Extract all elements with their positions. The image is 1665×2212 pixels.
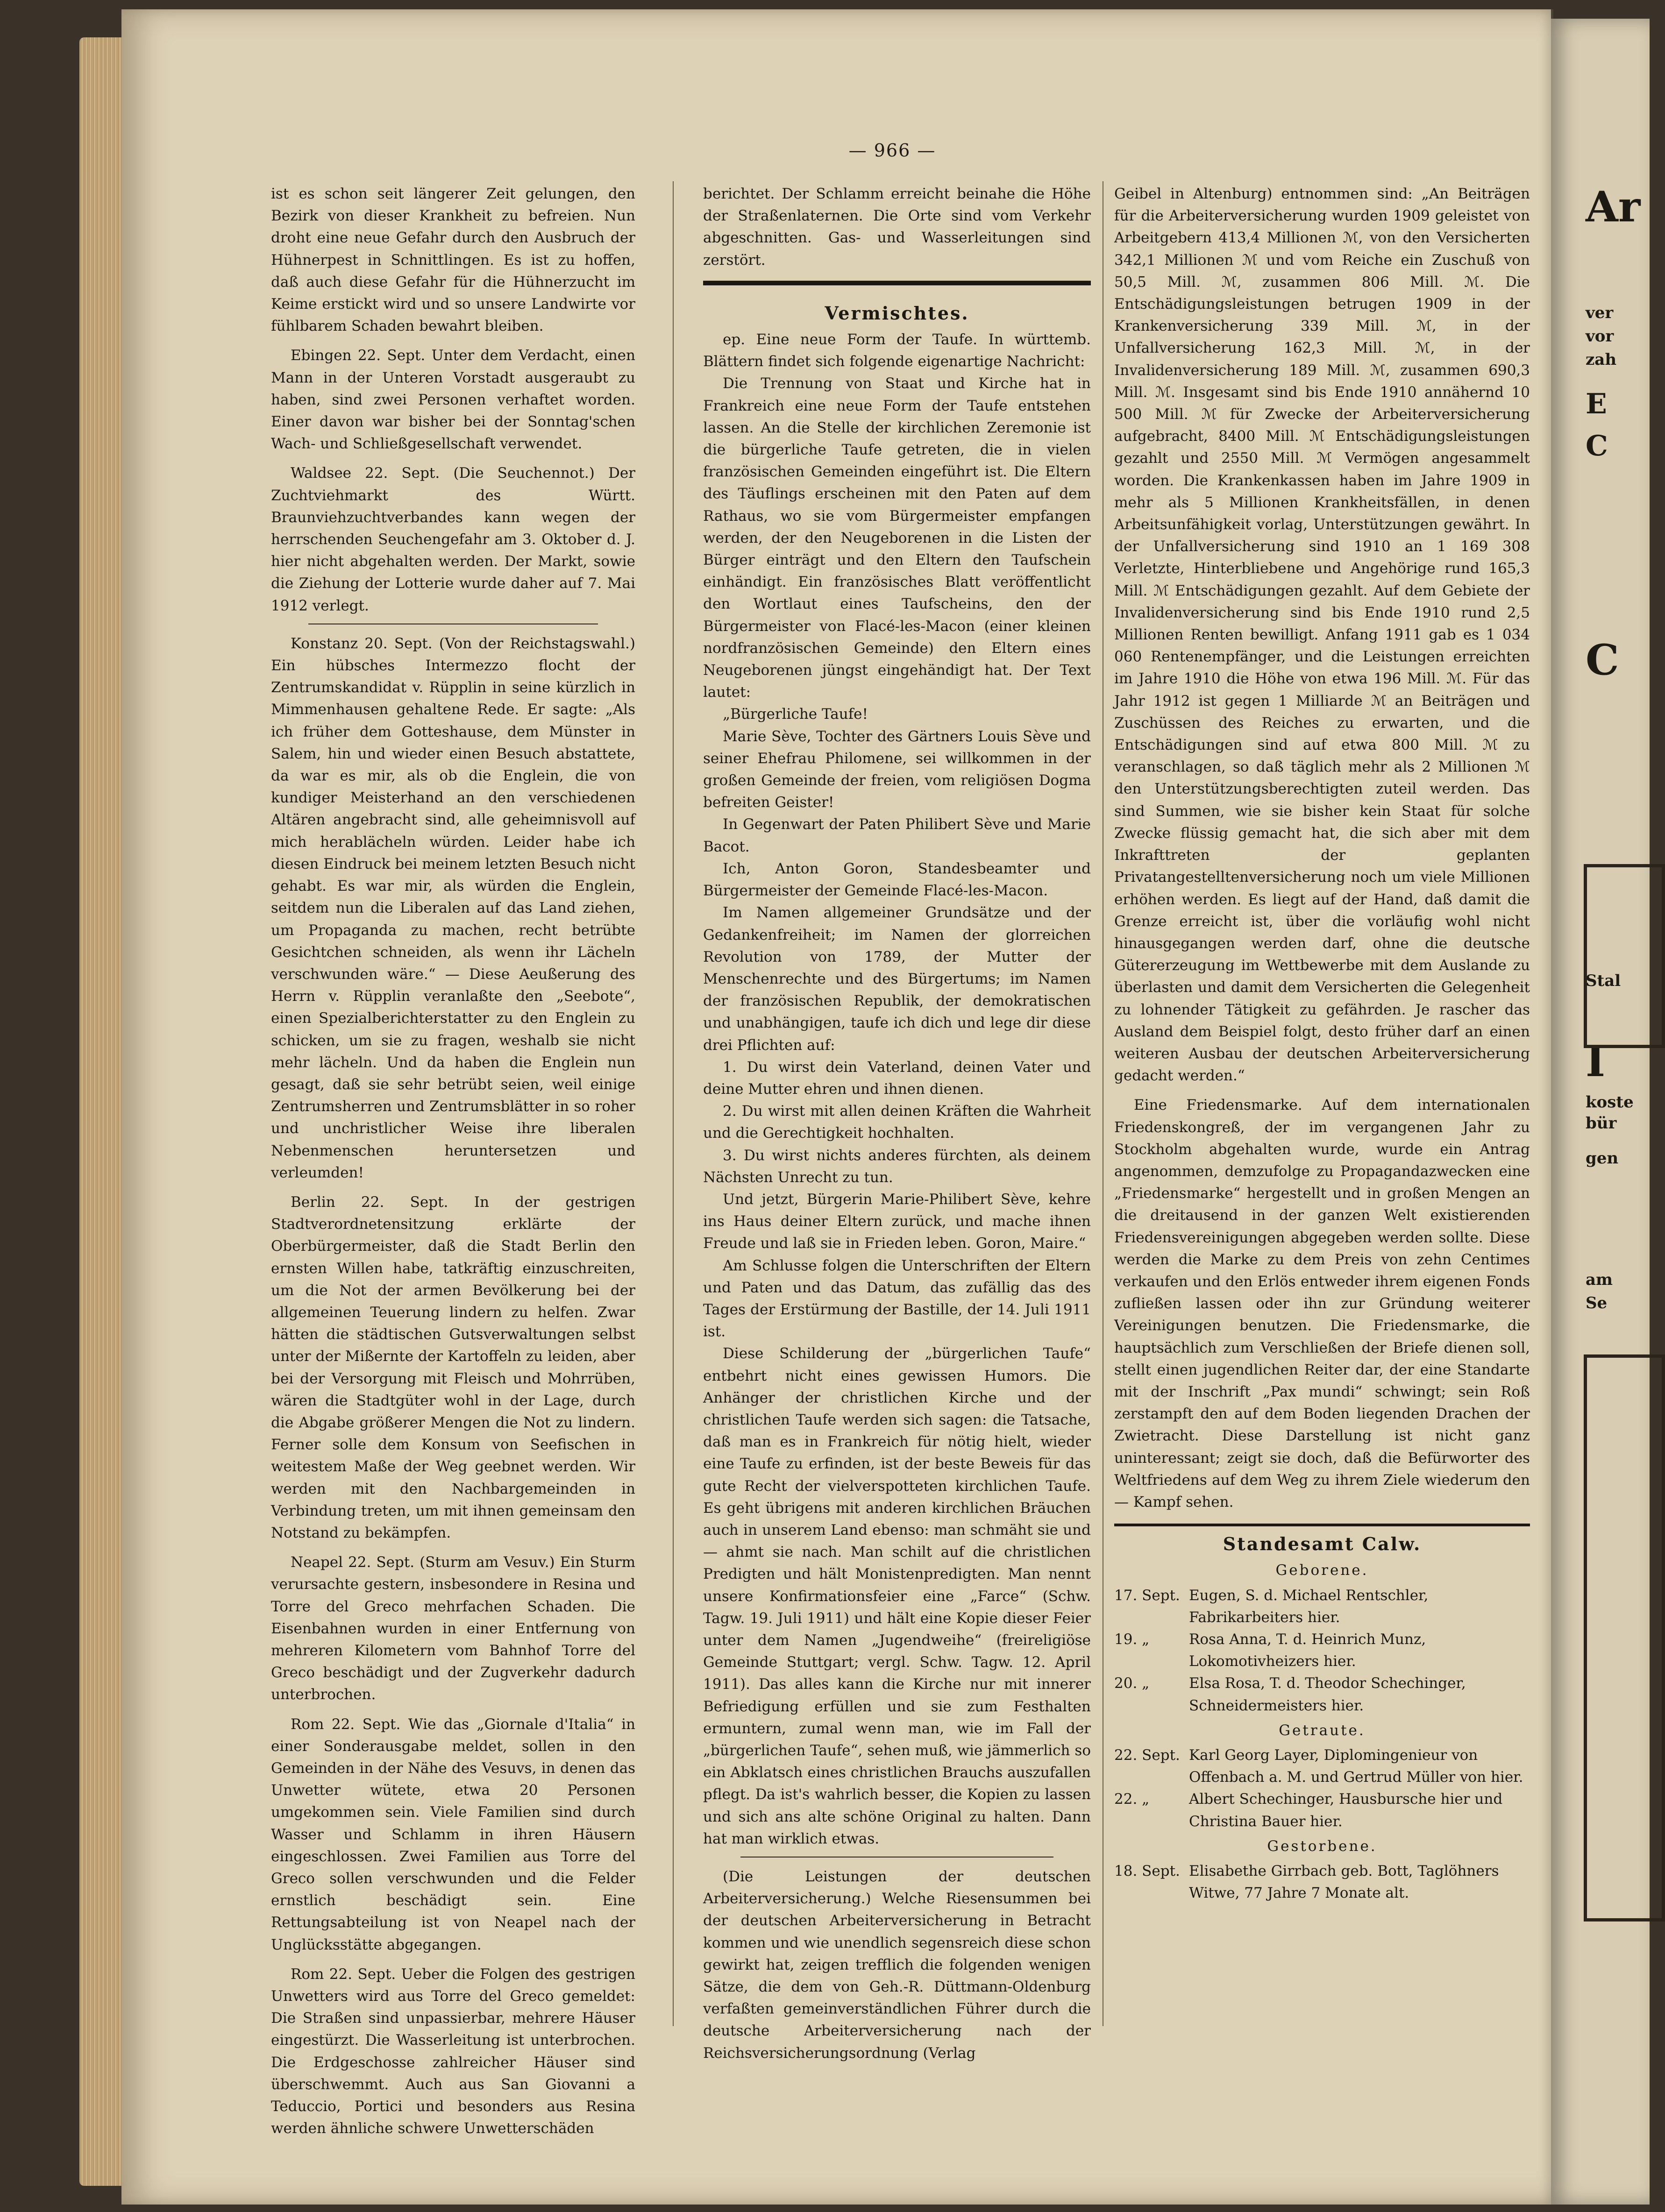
article-paragraph: Am Schlusse folgen die Unterschriften der Eltern und Paten und das Datum, das zufällig das des Tages der Erstürmung der Bastille, der 14. Juli 1911 ist. <box>703 1257 1091 1340</box>
article-paragraph: Diese Schilderung der „bürgerlichen Taufe“ entbehrt nicht eines gewissen Humors. Die Anhänger der christlichen Kirche und der christlichen Taufe werden sich sagen: die Tatsache, daß man es in Frankreich für nötig hielt, wieder eine Taufe zu erfinden, ist der beste Beweis für das gute Recht der vielverspotteten kirchlichen Taufe. Es geht übrigens mit anderen kirchlichen Bräuchen auch in unserem Land ebenso: man schmäht sie und — ahmt sie nach. Man schilt auf die christlichen Predigten und hält Monistenpredigten. Man nennt unsere Konfirmationsfeier eine „Farce“ (Schw. Tagw. 19. Juli 1911) und hält eine Kopie dieser Feier unter dem Namen „Jugendweihe“ (freireligiöse Gemeinde Stuttgart; vergl. Schw. Tagw. 12. April 1911). Das alles kann die Kirche nur mit innerer Befriedigung erfüllen und sie zum Festhalten ermuntern, zumal wenn man, wie im Fall der „bürgerlichen Taufe“, sehen muß, wie jämmerlich so ein Abklatsch eines christlichen Brauchs auszufallen pflegt. Da ist's wahrlich besser, die Kopien zu lassen und sich ans alte schöne Original zu halten. Dann hat man wirklich etwas. <box>703 1345 1091 1847</box>
page-number: — 966 — <box>848 140 936 161</box>
article-paragraph: Ich, Anton Goron, Standesbeamter und Bürgermeister der Gemeinde Flacé-les-Macon. <box>703 860 1091 900</box>
column-1 <box>271 183 636 2137</box>
registry-entry <box>1114 1860 1530 1904</box>
article-neapel: Neapel 22. Sept. (Sturm am Vesuv.) Ein Sturm verursachte gestern, insbesondere in Resina und Torre del Greco mehrfachen Schaden. Die Eisenbahnen wurden in einer Entfernung von mehreren Kilometern vom Bahnhof Torre del Greco beschädigt und der Zugverkehr dadurch unterbrochen. <box>271 1554 635 1703</box>
registry-text: Rosa Anna, T. d. Heinrich Munz, Lokomotivheizers hier. <box>1189 1631 1426 1670</box>
registry-divider <box>1114 1524 1530 1526</box>
registry-text: Karl Georg Layer, Diplomingenieur von Offenbach a. M. und Gertrud Müller von hier. <box>1189 1747 1523 1786</box>
adjacent-page-fragment: Ar <box>1586 182 1641 232</box>
registry-date: 18. Sept. <box>1114 1863 1180 1880</box>
adjacent-page-fragment: E <box>1586 388 1607 420</box>
registry-date: 22. Sept. <box>1114 1747 1180 1764</box>
adjacent-page <box>1551 19 1650 2205</box>
article-paragraph: ist es schon seit längerer Zeit gelungen, den Bezirk von dieser Krankheit zu befreien. Nun droht eine neue Gefahr durch den Ausbruch der Hühnerpest in Schnittlingen. Es ist zu hoffen, daß auch diese Gefahr für die Hühnerzucht im Keime erstickt wird und so unsere Landwirte vor fühlbarem Schaden bewahrt bleiben. <box>271 185 635 335</box>
registry-entry <box>1114 1788 1530 1832</box>
section-divider <box>703 281 1091 285</box>
registry-text: Elisabethe Girrbach geb. Bott, Taglöhners Witwe, 77 Jahre 7 Monate alt. <box>1189 1863 1499 1902</box>
registry-entry <box>1114 1744 1530 1788</box>
article-paragraph: „Bürgerliche Taufe! <box>723 706 868 723</box>
adjacent-page-fragment: ver <box>1586 304 1614 322</box>
article-paragraph: Im Namen allgemeiner Grundsätze und der Gedankenfreiheit; im Namen der glorreichen Revolution von 1789, der Mutter der Menschenrechte und des Bürgertums; im Namen der französischen Republik, der demokratischen und unabhängigen, taufe ich dich und lege dir diese drei Pflichten auf: <box>703 904 1091 1054</box>
article-berlin: Berlin 22. Sept. In der gestrigen Stadtverordnetensitzung erklärte der Oberbürgermeister, daß die Stadt Berlin den ernsten Willen habe, tatkräftig einzuschreiten, um die Not der armen Bevölkerung bei der allgemeinen Teuerung lindern zu helfen. Zwar hätten die städtischen Gutsverwaltungen selbst unter der Mißernte der Kartoffeln zu leiden, aber bei der Versorgung mit Fleisch und Mohrrüben, wären die Stadtgüter wohl in der Lage, durch die Abgabe größerer Mengen die Not zu lindern. Ferner solle dem Konsum von Seefischen in weitestem Maße der Weg geebnet werden. Wir werden mit den Nachbargemeinden in Verbindung treten, um mit ihnen gemeinsam den Notstand zu bekämpfen. <box>271 1193 635 1541</box>
adjacent-page-ad-frame <box>1584 1354 1665 1921</box>
article-paragraph: Marie Sève, Tochter des Gärtners Louis Sève und seiner Ehefrau Philomene, sei willkommen in der großen Gemeinde der freien, vom religiösen Dogma befreiten Geister! <box>703 728 1091 811</box>
registry-text: Elsa Rosa, T. d. Theodor Schechinger, Schneidermeisters hier. <box>1189 1675 1466 1714</box>
article-paragraph: Und jetzt, Bürgerin Marie-Philibert Sève, kehre ins Haus deiner Eltern zurück, und mache ihnen Freude und laß sie in Frieden leben. Goron, Maire.“ <box>703 1191 1091 1252</box>
deaths-label: Gestorbene. <box>1267 1837 1377 1855</box>
registry-date: 19. „ <box>1114 1631 1150 1648</box>
adjacent-page-fragment: C <box>1586 430 1608 462</box>
registry-date: 17. Sept. <box>1114 1587 1180 1604</box>
column-2 <box>703 183 1091 2062</box>
adjacent-page-fragment: C <box>1586 635 1619 685</box>
article-divider <box>740 1857 1053 1858</box>
article-paragraph: 2. Du wirst mit allen deinen Kräften die Wahrheit und die Gerechtigkeit hochhalten. <box>703 1103 1091 1142</box>
adjacent-page-ad-frame <box>1584 864 1665 1048</box>
article-friedensmarke: Eine Friedensmarke. Auf dem internationalen Friedenskongreß, der im vergangenen Jahr zu Stockholm abgehalten wurde, wurde ein Antrag angenommen, demzufolge zu Propagandazwecken eine „Friedensmarke“ hergestellt und in großen Mengen an die dreitausend in der ganzen Welt existierenden Friedensvereinigungen abgegeben werden sollte. Diese werden die Marke zu dem Preis von zehn Centimes verkaufen und den Erlös entweder ihrem eigenen Fonds zufließen lassen oder ihn zur Gründung weiterer Vereinigungen benutzen. Die Friedensmarke, die hauptsächlich zum Verschließen der Briefe dienen soll, stellt einen jugendlichen Reiter dar, der eine Standarte mit der Inschrift „Pax mundi“ schwingt; sein Roß zerstampft den auf dem Boden liegenden Drachen der Zwietracht. Diese Darstellung ist nicht ganz uninteressant; zeigt sie doch, daß die Befürworter des Weltfriedens auf dem Weg zu ihrem Ziele wiederum den — Kampf sehen. <box>1114 1097 1530 1510</box>
adjacent-page-fragment: koste <box>1586 1093 1634 1112</box>
adjacent-page-fragment: am <box>1586 1270 1613 1289</box>
article-waldsee: Waldsee 22. Sept. (Die Seuchennot.) Der Zuchtviehmarkt des Württ. Braunviehzuchtverbandes kann wegen der herrschenden Seuchengefahr am 3. Oktober d. J. hier nicht abgehalten werden. Der Markt, sowie die Ziehung der Lotterie wurde daher auf 7. Mai 1912 verlegt. <box>271 465 635 614</box>
registry-text: Albert Schechinger, Hausbursche hier und Christina Bauer hier. <box>1189 1791 1503 1830</box>
registry-entry <box>1114 1585 1530 1629</box>
registry-entry <box>1114 1673 1530 1716</box>
registry-text: Eugen, S. d. Michael Rentschler, Fabrikarbeiters hier. <box>1189 1587 1429 1626</box>
adjacent-page-fragment: zah <box>1586 350 1617 369</box>
article-paragraph: Die Trennung von Staat und Kirche hat in Frankreich eine neue Form der Taufe entstehen lassen. An die Stelle der kirchlichen Zeremonie ist die bürgerliche Taufe getreten, die in vielen französischen Gemeinden eingeführt ist. Die Eltern des Täuflings erscheinen mit den Paten auf dem Rathaus, wo sie vom Bürgermeister empfangen werden, der den Neugeborenen in die Listen der Bürger einträgt und den Eltern den Taufschein einhändigt. Ein französisches Blatt veröffentlicht den Wortlaut eines Taufscheins, den der Bürgermeister von Flacé-les-Macon (einer kleinen nordfranzösischen Gemeinde) den Eltern eines Neugeborenen jüngst eingehändigt hat. Der Text lautet: <box>703 375 1091 701</box>
article-rom-1: Rom 22. Sept. Wie das „Giornale d'Italia“ in einer Sonderausgabe meldet, sollen in den Gemeinden in der Nähe des Vesuvs, in denen das Unwetter wütete, etwa 20 Personen umgekommen sein. Viele Familien sind durch Wasser und Schlamm in ihren Häusern eingeschlossen. Zwei Familien aus Torre del Greco sollen verschwunden und die Felder ernstlich beschädigt sein. Eine Rettungsabteilung ist von Neapel nach der Unglücksstätte abgegangen. <box>271 1716 635 1953</box>
article-paragraph: 1. Du wirst dein Vaterland, deinen Vater und deine Mutter ehren und ihnen dienen. <box>703 1058 1091 1098</box>
adjacent-page-fragment: gen <box>1586 1149 1619 1168</box>
adjacent-page-fragment: bür <box>1586 1114 1617 1133</box>
column-divider <box>673 181 674 2026</box>
article-ebingen: Ebingen 22. Sept. Unter dem Verdacht, einen Mann in der Unteren Vorstadt ausgeraubt zu haben, sind zwei Personen verhaftet worden. Einer davon war bisher bei der Sonntag'schen Wach- und Schließgesellschaft verwendet. <box>271 347 635 453</box>
column-3 <box>1114 183 1530 2033</box>
adjacent-page-fragment: I <box>1586 1037 1606 1086</box>
adjacent-page-fragment: vor <box>1586 327 1614 346</box>
article-taufe-headline: ep. Eine neue Form der Taufe. In württemb. Blättern findet sich folgende eigenartige Nachricht: <box>703 331 1091 370</box>
adjacent-page-fragment: Stal <box>1586 971 1621 990</box>
registry-date: 22. „ <box>1114 1791 1150 1808</box>
registry-entry <box>1114 1629 1530 1673</box>
births-label: Geborene. <box>1275 1562 1369 1579</box>
article-arbeiterversicherung: (Die Leistungen der deutschen Arbeiterversicherung.) Welche Riesensummen bei der deutschen Arbeiterversicherung in Betracht kommen und wie unendlich segensreich diese schon gewirkt hat, zeigen trefflich die folgenden wenigen Sätze, die dem von Geh.-R. Düttmann-Oldenburg verfaßten gemeinverständlichen Führer durch die deutsche Arbeiterversicherung nach der Reichsversicherungsordnung (Verlag <box>703 1868 1091 2062</box>
marriages-label: Getraute. <box>1279 1722 1366 1739</box>
article-rom-2: Rom 22. Sept. Ueber die Folgen des gestrigen Unwetters wird aus Torre del Greco gemeldet: Die Straßen sind unpassierbar, mehrere Häuser eingestürzt. Die Wasserleitung ist unterbrochen. Die Erdgeschosse zahlreicher Häuser sind überschwemmt. Auch aus San Giovanni a Teduccio, Portici und besonders aus Resina werden ähnliche schwere Unwetterschäden <box>271 1965 635 2137</box>
article-konstanz: Konstanz 20. Sept. (Von der Reichstagswahl.) Ein hübsches Intermezzo flocht der Zentrumskandidat v. Rüpplin in seine kürzlich in Mimmenhausen gehaltene Rede. Er sagte: „Als ich früher dem Gotteshause, dem Münster in Salem, hin und wieder einen Besuch abstattete, da war es mir, als ob die Englein, die von kundiger Meisterhand an den verschiedenen Altären angebracht sind, alle geheimnisvoll auf mich herablächeln würden. Leider habe ich diesen Eindruck bei meinem letzten Besuch nicht gehabt. Es war mir, als würden die Englein, seitdem nun die Liberalen auf das Land ziehen, um Propaganda zu machen, recht betrübte Gesichtchen schneiden, als wenn ihr Lächeln verschwunden wäre.“ — Diese Aeußerung des Herrn v. Rüpplin veranlaßte den „Seebote“, einen Spezialberichterstatter zu den Englein zu schicken, um sie zu fragen, weshalb sie nicht mehr lächeln. Und da haben die Englein nun gesagt, daß sie sehr betrübt seien, weil einige Zentrumsherren und Zentrumsblätter in so roher und unchristlicher Weise ihre liberalen Nebenmenschen heruntersetzen und verleumden! <box>271 635 636 1181</box>
registry-title: Standesamt Calw. <box>1223 1533 1422 1555</box>
article-paragraph: Geibel in Altenburg) entnommen sind: „An Beiträgen für die Arbeiterversicherung wurden 1909 geleistet von Arbeitgebern 413,4 Millionen ℳ, von den Versicherten 342,1 Millionen ℳ und vom Reiche ein Zuschuß von 50,5 Mill. ℳ, zusammen 806 Mill. ℳ. Die Entschädigungsleistungen betrugen 1909 in der Krankenversicherung 339 Mill. ℳ, in der Unfallversicherung 162,3 Mill. ℳ, in der Invalidenversicherung 189 Mill. ℳ, zusammen 690,3 Mill. ℳ. Insgesamt sind bis Ende 1910 annähernd 10 500 Mill. ℳ für Zwecke der Arbeiterversicherung aufgebracht, 8400 Mill. ℳ Entschädigungsleistungen gezahlt und 2550 Mill. ℳ Vermögen angesammelt worden. Die Krankenkassen haben im Jahre 1909 in mehr als 5 Millionen Krankheitsfällen, in denen Arbeitsunfähigkeit vorlag, Unterstützungen gewährt. In der Unfallversicherung sind 1910 an 1 169 308 Verletzte, Hinterbliebene und Angehörige rund 165,3 Mill. ℳ Entschädigungen gezahlt. Auf dem Gebiete der Invalidenversicherung sind bis Ende 1910 rund 2,5 Millionen Renten bewilligt. Anfang 1911 gab es 1 034 060 Rentenempfänger, und die Leistungen erreichten im Jahre 1910 die Höhe von etwa 196 Mill. ℳ. Für das Jahr 1912 ist gegen 1 Milliarde ℳ an Beiträgen und Zuschüssen des Reiches zu erwarten, und die Entschädigungen sind auf etwa 800 Mill. ℳ zu veranschlagen, so daß täglich mehr als 2 Millionen ℳ den Unterstützungsberechtigten zuteil werden. Das sind Summen, wie sie bisher kein Staat für solche Zwecke flüssig gemacht hat, die sich aber mit dem Inkrafttreten der geplanten Privatangestelltenversicherung noch um viele Millionen erhöhen werden. Es liegt auf der Hand, daß damit die Grenze erreicht ist, über die vorläufig wohl nicht hinausgegangen werden darf, ohne die deutsche Gütererzeugung im Wettbewerbe mit dem Auslande zu überlasten und damit dem Versicherten die Gelegenheit zu lohnender Tätigkeit zu gefährden. Je rascher das Ausland dem Beispiel folgt, desto früher darf an einen weiteren Ausbau der deutschen Arbeiterversicherung gedacht werden.“ <box>1114 185 1530 1085</box>
article-paragraph: 3. Du wirst nichts anderes fürchten, als deinem Nächsten Unrecht zu tun. <box>703 1147 1091 1186</box>
registry-date: 20. „ <box>1114 1675 1150 1692</box>
adjacent-page-fragment: Se <box>1586 1294 1608 1312</box>
section-title: Vermischtes. <box>825 302 969 324</box>
article-continuation: berichtet. Der Schlamm erreicht beinahe die Höhe der Straßenlaternen. Die Orte sind vom Verkehr abgeschnitten. Gas- und Wasserleitungen sind zerstört. <box>703 185 1091 269</box>
article-paragraph: In Gegenwart der Paten Philibert Sève und Marie Bacot. <box>703 816 1091 855</box>
